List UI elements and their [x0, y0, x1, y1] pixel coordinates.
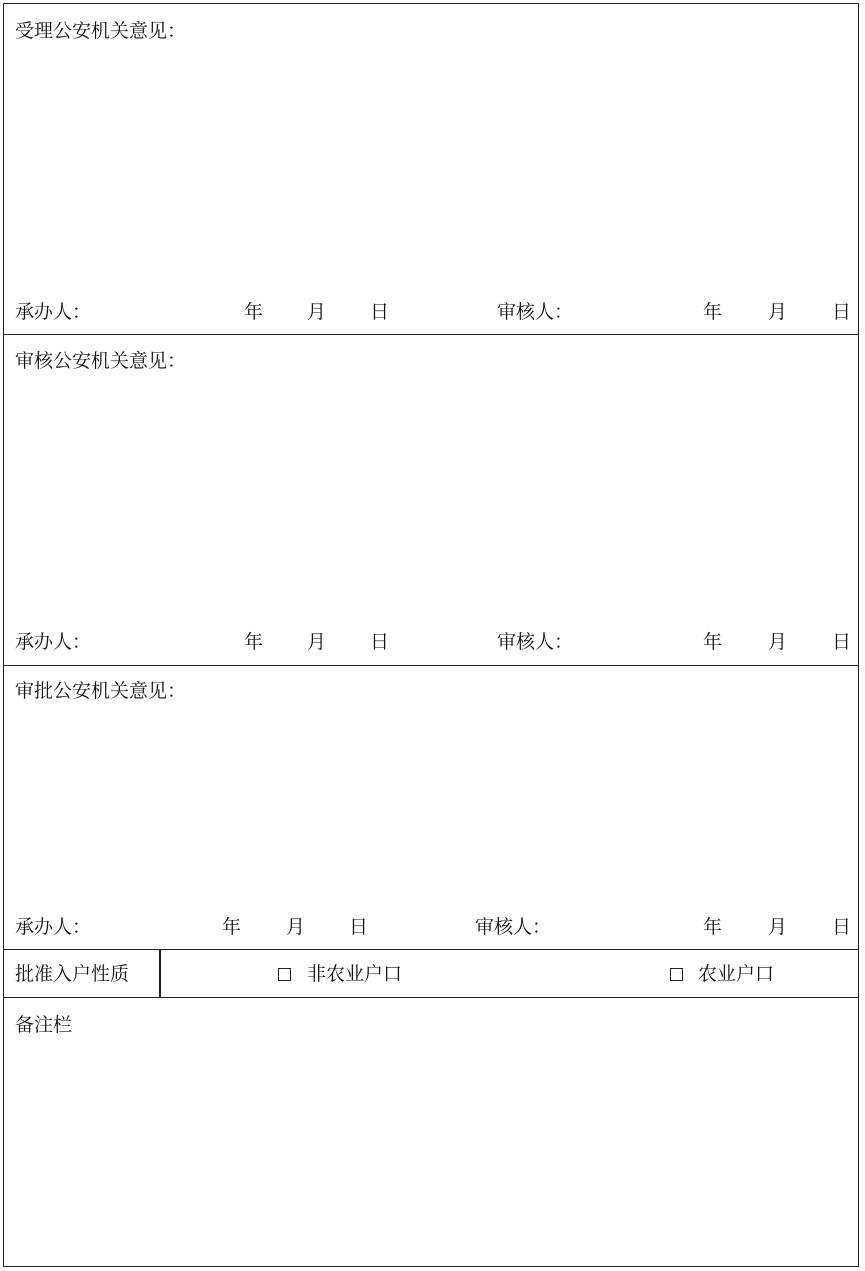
approve-reviewer-month: 月	[768, 916, 788, 938]
review-handler-year: 年	[244, 631, 264, 653]
accept-handler-month: 月	[307, 301, 327, 323]
review-opinion-section	[4, 335, 858, 666]
accept-opinion-section	[4, 4, 858, 335]
remarks-section	[4, 998, 858, 1266]
approve-opinion-title: 审批公安机关意见：	[15, 680, 187, 702]
accept-handler-label: 承办人：	[15, 301, 92, 323]
accept-reviewer-year: 年	[703, 301, 723, 323]
review-reviewer-day: 日	[832, 631, 852, 653]
review-handler-day: 日	[370, 631, 390, 653]
review-reviewer-month: 月	[768, 631, 788, 653]
approve-handler-month: 月	[286, 916, 306, 938]
non-agricultural-checkbox[interactable]	[278, 968, 291, 981]
household-type-divider	[159, 950, 161, 997]
accept-handler-day: 日	[370, 301, 390, 323]
accept-reviewer-month: 月	[768, 301, 788, 323]
household-type-label: 批准入户性质	[15, 963, 130, 985]
approval-form	[3, 3, 859, 1267]
review-handler-month: 月	[307, 631, 327, 653]
review-handler-label: 承办人：	[15, 631, 92, 653]
accept-handler-year: 年	[244, 301, 264, 323]
non-agricultural-label: 非农业户口	[307, 963, 403, 985]
household-type-row	[4, 950, 858, 998]
approve-opinion-section	[4, 666, 858, 950]
remarks-label: 备注栏	[15, 1014, 73, 1036]
accept-reviewer-day: 日	[832, 301, 852, 323]
approve-handler-day: 日	[349, 916, 369, 938]
approve-handler-year: 年	[222, 916, 242, 938]
approve-reviewer-label: 审核人：	[475, 916, 552, 938]
approve-reviewer-year: 年	[703, 916, 723, 938]
approve-reviewer-day: 日	[832, 916, 852, 938]
review-opinion-title: 审核公安机关意见：	[15, 350, 187, 372]
accept-opinion-title: 受理公安机关意见：	[15, 20, 187, 42]
agricultural-checkbox[interactable]	[670, 968, 683, 981]
review-reviewer-label: 审核人：	[497, 631, 574, 653]
agricultural-label: 农业户口	[698, 963, 775, 985]
accept-reviewer-label: 审核人：	[497, 301, 574, 323]
approve-handler-label: 承办人：	[15, 916, 92, 938]
review-reviewer-year: 年	[703, 631, 723, 653]
